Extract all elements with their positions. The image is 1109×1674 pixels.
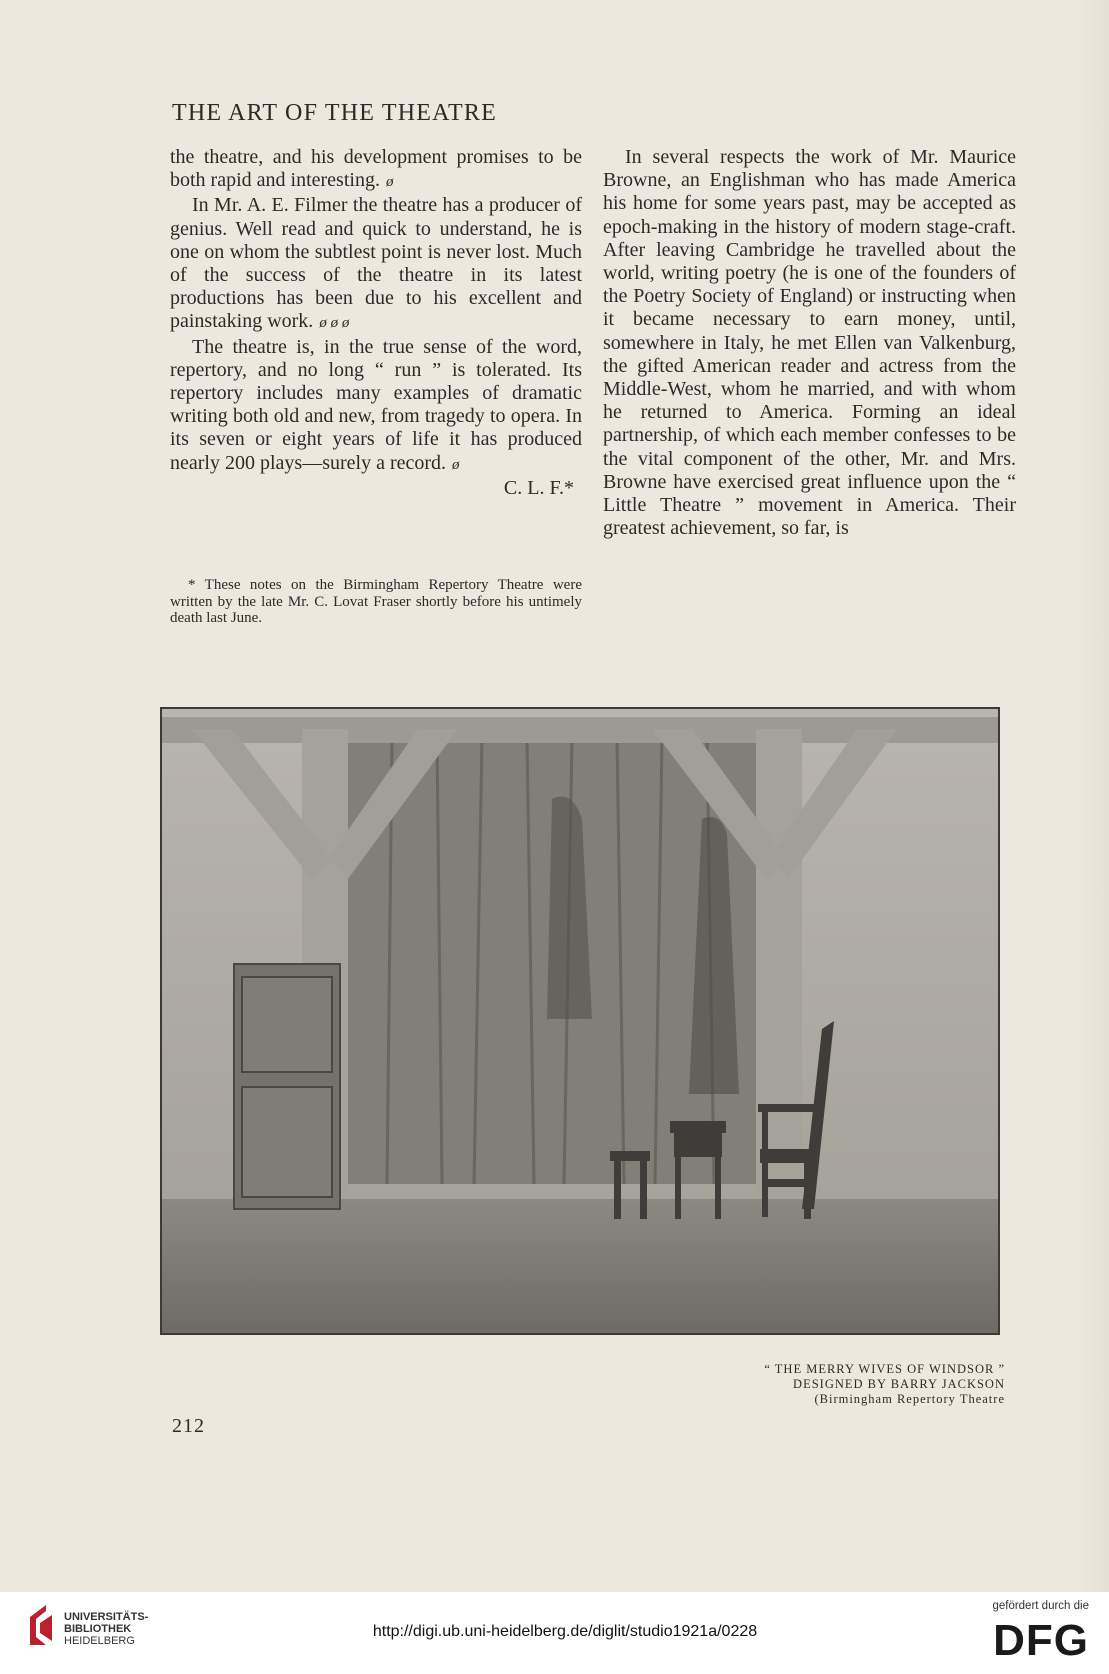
left-paragraph-3: The theatre is, in the true sense of the word, repertory, and no long “ run ” is tolerated. Its repertory includes many examples of dramatic writing both old and new, from tragedy to opera. In its seven or eight years of life it has produced nearly 200 plays—surely a record. ø: [170, 335, 582, 474]
stage-set-illustration: [162, 709, 998, 1333]
permalink-url[interactable]: http://digi.ub.uni-heidelberg.de/diglit/studio1921a/0228: [372, 1623, 758, 1640]
photo-caption: [764, 1362, 1005, 1407]
page-number: 212: [172, 1415, 205, 1437]
caption-designer: DESIGNED BY BARRY JACKSON: [793, 1377, 1005, 1391]
dfg-logo[interactable]: DFG: [993, 1616, 1089, 1665]
caption-theatre: (Birmingham Repertory Theatre: [814, 1392, 1005, 1406]
left-paragraph-1: the theatre, and his development promises to be both rapid and interesting. ø: [170, 146, 582, 192]
right-column: [603, 146, 1016, 540]
stage-floor: [162, 1199, 998, 1333]
left-paragraph-2: In Mr. A. E. Filmer the theatre has a producer of genius. Well read and quick to understand, he is one on whom the subtlest point is never lost. Much of the success of the theatre in its latest productions has been due to his excellent and painstaking work. ø ø ø: [170, 194, 582, 333]
cupboard-door: [242, 1087, 332, 1197]
cupboard-door: [242, 977, 332, 1072]
running-title: THE ART OF THE THEATRE: [172, 100, 497, 126]
ornament-mark: ø ø ø: [319, 315, 350, 332]
left-column: [170, 146, 582, 500]
stage-photograph: [160, 707, 1000, 1335]
author-signature: C. L. F.*: [503, 476, 574, 499]
funding-note: gefördert durch die: [992, 1600, 1089, 1612]
footnote: * These notes on the Birmingham Repertory Theatre were written by the late Mr. C. Lovat Fraser shortly before his untimely death last June.: [170, 577, 582, 626]
ornament-mark: ø: [385, 174, 394, 191]
library-name[interactable]: UNIVERSITÄTS- BIBLIOTHEK HEIDELBERG: [64, 1611, 149, 1647]
right-paragraph-1: In several respects the work of Mr. Maurice Browne, an Englishman who has made America his home for some years past, may be accepted as epoch-making in the history of modern stage-craft. After leaving Cambridge he travelled about the world, writing poetry (he is one of the founders of the Poetry Society of England) or instructing when it became necessary to earn money, until, somewhere in Italy, he met Ellen van Valkenburg, the gifted American reader and actress from the Middle-West, whom he married, and with whom he returned to America. Forming an ideal partnership, of which each member confesses to be the vital component of the other, Mr. and Mrs. Browne have exercised great influence upon the “ Little Theatre ” movement in America. Their greatest achievement, so far, is: [603, 146, 1016, 540]
university-library-logo-icon[interactable]: [26, 1603, 56, 1647]
ornament-mark: ø: [452, 456, 460, 473]
caption-title: “ THE MERRY WIVES OF WINDSOR ”: [764, 1362, 1005, 1376]
